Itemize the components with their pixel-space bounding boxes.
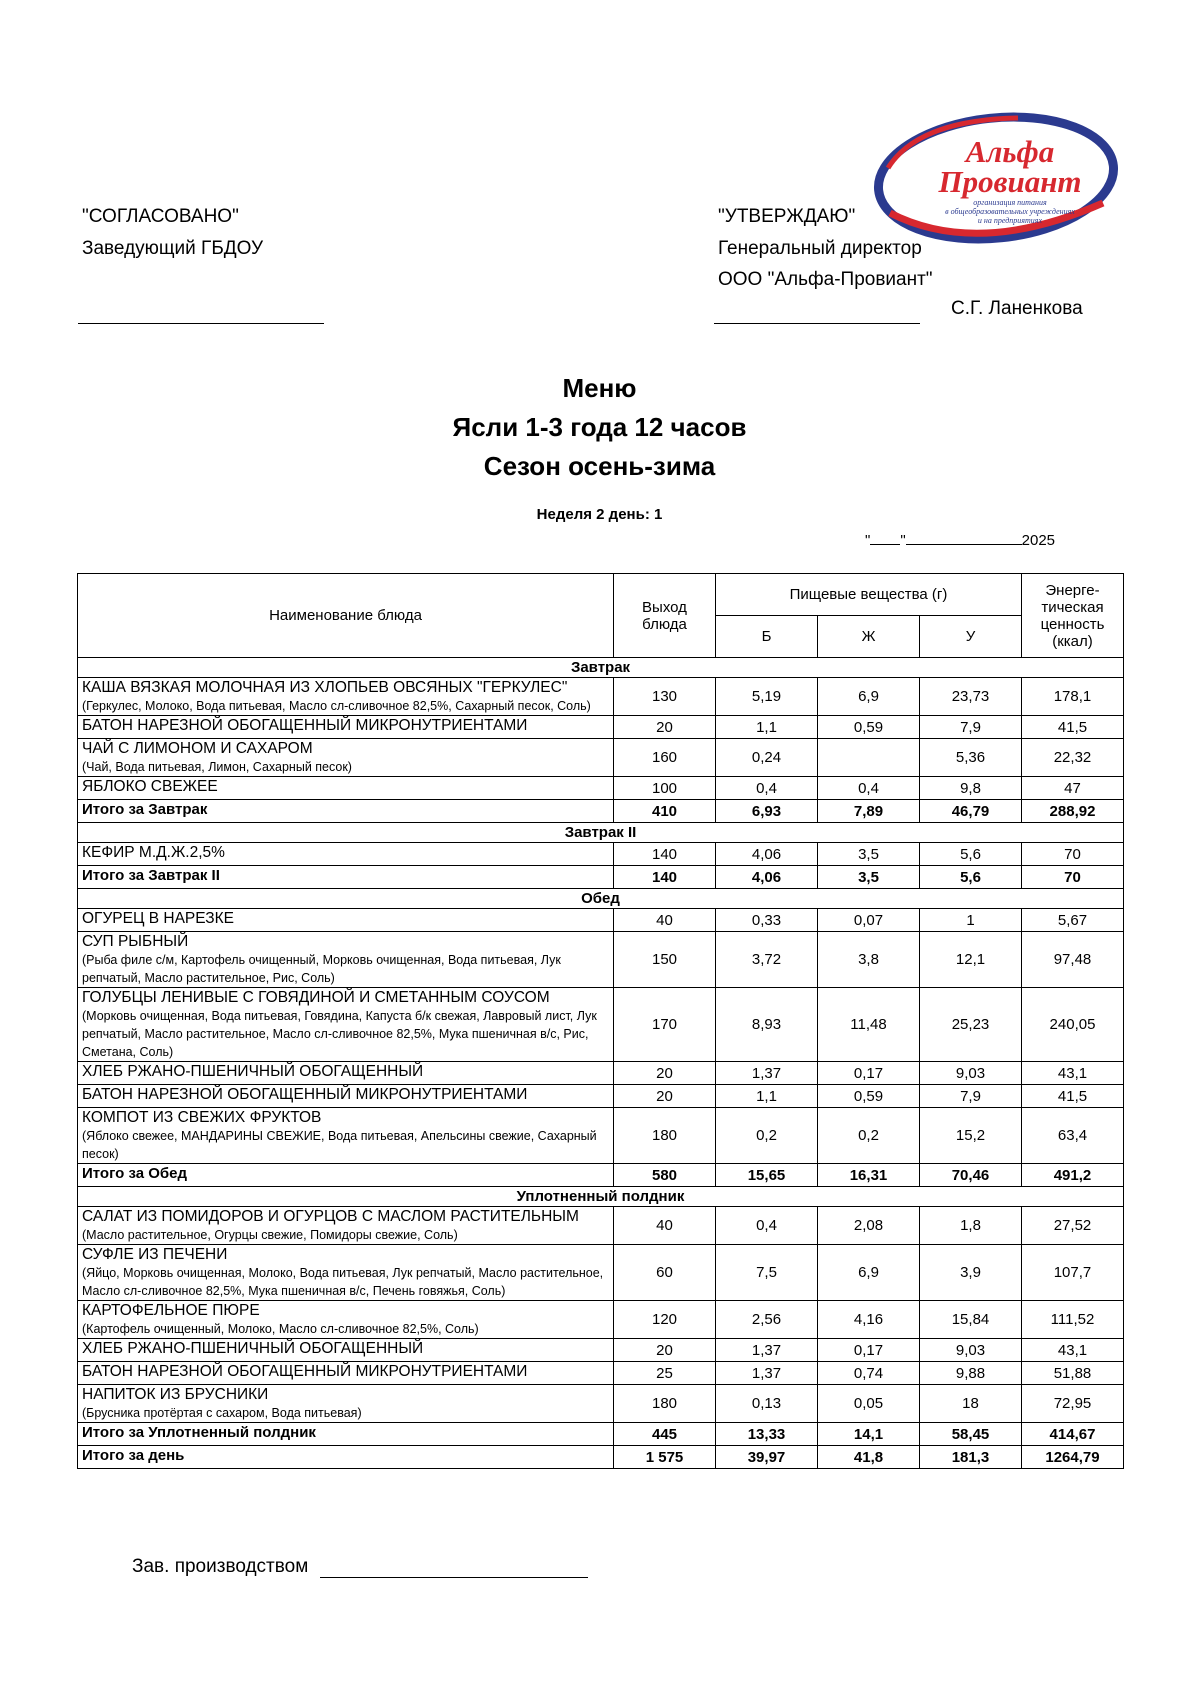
dish-cell bbox=[78, 1085, 614, 1108]
dish-output: 20 bbox=[614, 1339, 716, 1362]
dish-row bbox=[78, 1301, 1124, 1339]
dish-u: 9,03 bbox=[920, 1339, 1022, 1362]
dish-b: 1,1 bbox=[716, 716, 818, 739]
section-total-row bbox=[78, 1164, 1124, 1187]
agreed-signature-line bbox=[78, 323, 324, 324]
agreed-position: Заведующий ГБДОУ bbox=[82, 238, 264, 259]
dish-name: КАРТОФЕЛЬНОЕ ПЮРЕ bbox=[82, 1302, 260, 1319]
dish-cell bbox=[78, 1245, 614, 1301]
dish-name: КОМПОТ ИЗ СВЕЖИХ ФРУКТОВ bbox=[82, 1109, 322, 1126]
dish-name: БАТОН НАРЕЗНОЙ ОБОГАЩЕННЫЙ МИКРОНУТРИЕНТАМИ bbox=[82, 1086, 528, 1103]
dish-ingredients: (Яйцо, Морковь очищенная, Молоко, Вода питьевая, Лук репчатый, Масло растительное, Масло сл-сливочное 82,5%, Мука пшеничная в/с, Печень говяжья, Соль) bbox=[82, 1266, 604, 1298]
date-quote-open: " bbox=[865, 532, 871, 549]
dish-kcal: 5,67 bbox=[1022, 909, 1124, 932]
section-title: Обед bbox=[78, 889, 1124, 909]
dish-u: 3,9 bbox=[920, 1245, 1022, 1301]
total-kcal: 70 bbox=[1022, 866, 1124, 889]
section-total-row bbox=[78, 1423, 1124, 1446]
dish-row bbox=[78, 716, 1124, 739]
dish-output: 140 bbox=[614, 843, 716, 866]
dish-name: СУФЛЕ ИЗ ПЕЧЕНИ bbox=[82, 1246, 228, 1263]
dish-kcal: 47 bbox=[1022, 777, 1124, 800]
date-month-blank bbox=[906, 531, 1022, 545]
dish-ingredients: (Морковь очищенная, Вода питьевая, Говядина, Капуста б/к свежая, Лавровый лист, Лук репчатый, Масло растительное, Масло сл-сливочное 82,5%, Мука пшеничная в/с, Рис, Сметана, Соль) bbox=[82, 1009, 597, 1059]
total-b: 15,65 bbox=[716, 1164, 818, 1187]
dish-zh: 0,74 bbox=[818, 1362, 920, 1385]
dish-zh: 2,08 bbox=[818, 1207, 920, 1245]
section-total-row bbox=[78, 866, 1124, 889]
total-b: 13,33 bbox=[716, 1423, 818, 1446]
dish-u: 5,36 bbox=[920, 739, 1022, 777]
dish-u: 7,9 bbox=[920, 1085, 1022, 1108]
dish-output: 170 bbox=[614, 988, 716, 1062]
dish-cell bbox=[78, 1062, 614, 1085]
footer-signature-line bbox=[320, 1559, 588, 1578]
day-total-output: 1 575 bbox=[614, 1446, 716, 1469]
day-total-zh: 41,8 bbox=[818, 1446, 920, 1469]
section-row bbox=[78, 889, 1124, 909]
total-output: 445 bbox=[614, 1423, 716, 1446]
dish-kcal: 41,5 bbox=[1022, 716, 1124, 739]
dish-b: 7,5 bbox=[716, 1245, 818, 1301]
date-quote-close: " bbox=[900, 532, 906, 549]
dish-cell bbox=[78, 1301, 614, 1339]
dish-row bbox=[78, 1207, 1124, 1245]
dish-u: 9,8 bbox=[920, 777, 1022, 800]
dish-name: НАПИТОК ИЗ БРУСНИКИ bbox=[82, 1386, 269, 1403]
dish-name: ОГУРЕЦ В НАРЕЗКЕ bbox=[82, 910, 234, 927]
approve-signer: С.Г. Ланенкова bbox=[951, 298, 1083, 319]
logo-sub3: и на предприятиях bbox=[977, 216, 1043, 225]
dish-output: 180 bbox=[614, 1385, 716, 1423]
dish-row bbox=[78, 1085, 1124, 1108]
dish-cell bbox=[78, 909, 614, 932]
date-year: 2025 bbox=[1021, 532, 1056, 549]
total-label: Итого за Уплотненный полдник bbox=[78, 1423, 614, 1446]
dish-kcal: 43,1 bbox=[1022, 1062, 1124, 1085]
dish-kcal: 72,95 bbox=[1022, 1385, 1124, 1423]
total-output: 140 bbox=[614, 866, 716, 889]
dish-name: САЛАТ ИЗ ПОМИДОРОВ И ОГУРЦОВ С МАСЛОМ РАСТИТЕЛЬНЫМ bbox=[82, 1208, 579, 1225]
dish-kcal: 27,52 bbox=[1022, 1207, 1124, 1245]
dish-cell bbox=[78, 843, 614, 866]
day-total-kcal: 1264,79 bbox=[1022, 1446, 1124, 1469]
dish-b: 1,37 bbox=[716, 1062, 818, 1085]
total-zh: 7,89 bbox=[818, 800, 920, 823]
total-b: 4,06 bbox=[716, 866, 818, 889]
dish-kcal: 240,05 bbox=[1022, 988, 1124, 1062]
dish-row bbox=[78, 1339, 1124, 1362]
dish-output: 160 bbox=[614, 739, 716, 777]
dish-ingredients: (Картофель очищенный, Молоко, Масло сл-сливочное 82,5%, Соль) bbox=[82, 1322, 479, 1336]
dish-output: 150 bbox=[614, 932, 716, 988]
dish-b: 0,4 bbox=[716, 777, 818, 800]
total-output: 410 bbox=[614, 800, 716, 823]
dish-ingredients: (Рыба филе с/м, Картофель очищенный, Морковь очищенная, Вода питьевая, Лук репчатый, Масло растительное, Рис, Соль) bbox=[82, 953, 561, 985]
header-energy: Энерге- тическая ценность (ккал) bbox=[1022, 574, 1124, 658]
day-total-row bbox=[78, 1446, 1124, 1469]
dish-cell bbox=[78, 1108, 614, 1164]
approve-title: "УТВЕРЖДАЮ" bbox=[718, 206, 856, 227]
dish-zh: 6,9 bbox=[818, 678, 920, 716]
dish-output: 20 bbox=[614, 1062, 716, 1085]
week-day-label: Неделя 2 день: 1 bbox=[536, 506, 663, 523]
dish-b: 4,06 bbox=[716, 843, 818, 866]
dish-kcal: 43,1 bbox=[1022, 1339, 1124, 1362]
dish-output: 130 bbox=[614, 678, 716, 716]
total-kcal: 491,2 bbox=[1022, 1164, 1124, 1187]
dish-zh: 3,5 bbox=[818, 843, 920, 866]
total-label: Итого за Завтрак II bbox=[78, 866, 614, 889]
dish-b: 0,33 bbox=[716, 909, 818, 932]
header-output: Выход блюда bbox=[614, 574, 716, 658]
dish-name: БАТОН НАРЕЗНОЙ ОБОГАЩЕННЫЙ МИКРОНУТРИЕНТАМИ bbox=[82, 717, 528, 734]
dish-kcal: 70 bbox=[1022, 843, 1124, 866]
page-subtitle-season: Сезон осень-зима bbox=[483, 451, 716, 481]
dish-u: 25,23 bbox=[920, 988, 1022, 1062]
dish-cell bbox=[78, 739, 614, 777]
dish-u: 15,84 bbox=[920, 1301, 1022, 1339]
dish-cell bbox=[78, 1207, 614, 1245]
header-nutrients: Пищевые вещества (г) bbox=[716, 574, 1022, 616]
dish-name: СУП РЫБНЫЙ bbox=[82, 933, 189, 950]
dish-b: 5,19 bbox=[716, 678, 818, 716]
logo-sub2: в общеобразовательных учреждениях bbox=[945, 207, 1075, 216]
total-zh: 3,5 bbox=[818, 866, 920, 889]
dish-zh: 4,16 bbox=[818, 1301, 920, 1339]
dish-ingredients: (Масло растительное, Огурцы свежие, Помидоры свежие, Соль) bbox=[82, 1228, 458, 1242]
total-zh: 14,1 bbox=[818, 1423, 920, 1446]
section-row bbox=[78, 1187, 1124, 1207]
header-dish-name: Наименование блюда bbox=[78, 574, 614, 658]
total-label: Итого за Завтрак bbox=[78, 800, 614, 823]
dish-name: ХЛЕБ РЖАНО-ПШЕНИЧНЫЙ ОБОГАЩЕННЫЙ bbox=[82, 1063, 424, 1080]
approve-org: ООО "Альфа-Провиант" bbox=[718, 269, 933, 290]
section-total-row bbox=[78, 800, 1124, 823]
footer-signature bbox=[132, 1556, 588, 1578]
dish-kcal: 22,32 bbox=[1022, 739, 1124, 777]
dish-b: 0,13 bbox=[716, 1385, 818, 1423]
day-total-label: Итого за день bbox=[78, 1446, 614, 1469]
dish-ingredients: (Яблоко свежее, МАНДАРИНЫ СВЕЖИЕ, Вода питьевая, Апельсины свежие, Сахарный песок) bbox=[82, 1129, 597, 1161]
dish-row bbox=[78, 1362, 1124, 1385]
logo-line1: Альфа bbox=[965, 134, 1055, 169]
dish-row bbox=[78, 988, 1124, 1062]
dish-row bbox=[78, 932, 1124, 988]
menu-table bbox=[77, 573, 1124, 1469]
page-title: Меню bbox=[562, 373, 637, 403]
section-title: Завтрак bbox=[78, 658, 1124, 678]
dish-u: 5,6 bbox=[920, 843, 1022, 866]
dish-kcal: 63,4 bbox=[1022, 1108, 1124, 1164]
dish-u: 9,88 bbox=[920, 1362, 1022, 1385]
dish-ingredients: (Геркулес, Молоко, Вода питьевая, Масло сл-сливочное 82,5%, Сахарный песок, Соль) bbox=[82, 699, 591, 713]
dish-row bbox=[78, 1062, 1124, 1085]
dish-output: 25 bbox=[614, 1362, 716, 1385]
dish-u: 18 bbox=[920, 1385, 1022, 1423]
dish-row bbox=[78, 1385, 1124, 1423]
total-u: 5,6 bbox=[920, 866, 1022, 889]
total-kcal: 414,67 bbox=[1022, 1423, 1124, 1446]
dish-cell bbox=[78, 988, 614, 1062]
dish-name: КЕФИР М.Д.Ж.2,5% bbox=[82, 844, 225, 861]
dish-ingredients: (Брусника протёртая с сахаром, Вода питьевая) bbox=[82, 1406, 362, 1420]
total-label: Итого за Обед bbox=[78, 1164, 614, 1187]
dish-b: 0,2 bbox=[716, 1108, 818, 1164]
dish-zh: 6,9 bbox=[818, 1245, 920, 1301]
dish-output: 40 bbox=[614, 1207, 716, 1245]
logo-sub1: организация питания bbox=[973, 198, 1047, 207]
dish-cell bbox=[78, 1385, 614, 1423]
dish-row bbox=[78, 1245, 1124, 1301]
dish-cell bbox=[78, 716, 614, 739]
dish-zh: 0,59 bbox=[818, 716, 920, 739]
dish-output: 100 bbox=[614, 777, 716, 800]
dish-output: 180 bbox=[614, 1108, 716, 1164]
dish-kcal: 178,1 bbox=[1022, 678, 1124, 716]
dish-b: 1,37 bbox=[716, 1362, 818, 1385]
dish-zh: 11,48 bbox=[818, 988, 920, 1062]
total-zh: 16,31 bbox=[818, 1164, 920, 1187]
dish-b: 0,24 bbox=[716, 739, 818, 777]
dish-zh: 0,05 bbox=[818, 1385, 920, 1423]
section-title: Уплотненный полдник bbox=[78, 1187, 1124, 1207]
approve-signature-line bbox=[714, 323, 920, 324]
dish-zh: 0,4 bbox=[818, 777, 920, 800]
day-total-b: 39,97 bbox=[716, 1446, 818, 1469]
dish-row bbox=[78, 909, 1124, 932]
header-fat: Ж bbox=[818, 616, 920, 658]
dish-zh: 0,59 bbox=[818, 1085, 920, 1108]
dish-row bbox=[78, 777, 1124, 800]
total-kcal: 288,92 bbox=[1022, 800, 1124, 823]
dish-kcal: 97,48 bbox=[1022, 932, 1124, 988]
dish-row bbox=[78, 1108, 1124, 1164]
dish-output: 20 bbox=[614, 1085, 716, 1108]
dish-cell bbox=[78, 1339, 614, 1362]
dish-b: 2,56 bbox=[716, 1301, 818, 1339]
dish-b: 8,93 bbox=[716, 988, 818, 1062]
dish-zh: 0,2 bbox=[818, 1108, 920, 1164]
section-row bbox=[78, 823, 1124, 843]
dish-u: 1 bbox=[920, 909, 1022, 932]
dish-zh: 0,07 bbox=[818, 909, 920, 932]
dish-b: 0,4 bbox=[716, 1207, 818, 1245]
logo-line2: Провиант bbox=[938, 164, 1082, 199]
dish-cell bbox=[78, 777, 614, 800]
dish-kcal: 107,7 bbox=[1022, 1245, 1124, 1301]
dish-b: 1,37 bbox=[716, 1339, 818, 1362]
header-protein: Б bbox=[716, 616, 818, 658]
approve-position: Генеральный директор bbox=[718, 238, 922, 259]
dish-cell bbox=[78, 678, 614, 716]
dish-b: 3,72 bbox=[716, 932, 818, 988]
company-logo bbox=[858, 108, 1123, 253]
dish-row bbox=[78, 678, 1124, 716]
date-line bbox=[865, 531, 1055, 549]
dish-kcal: 41,5 bbox=[1022, 1085, 1124, 1108]
dish-zh: 0,17 bbox=[818, 1062, 920, 1085]
total-u: 46,79 bbox=[920, 800, 1022, 823]
header-carbs: У bbox=[920, 616, 1022, 658]
total-u: 58,45 bbox=[920, 1423, 1022, 1446]
total-u: 70,46 bbox=[920, 1164, 1022, 1187]
dish-zh: 3,8 bbox=[818, 932, 920, 988]
day-total-u: 181,3 bbox=[920, 1446, 1022, 1469]
dish-u: 7,9 bbox=[920, 716, 1022, 739]
dish-u: 9,03 bbox=[920, 1062, 1022, 1085]
dish-kcal: 111,52 bbox=[1022, 1301, 1124, 1339]
section-title: Завтрак II bbox=[78, 823, 1124, 843]
dish-cell bbox=[78, 1362, 614, 1385]
dish-row bbox=[78, 843, 1124, 866]
dish-name: БАТОН НАРЕЗНОЙ ОБОГАЩЕННЫЙ МИКРОНУТРИЕНТАМИ bbox=[82, 1363, 528, 1380]
dish-name: ХЛЕБ РЖАНО-ПШЕНИЧНЫЙ ОБОГАЩЕННЫЙ bbox=[82, 1340, 424, 1357]
dish-name: ЯБЛОКО СВЕЖЕЕ bbox=[82, 778, 218, 795]
date-day-blank bbox=[870, 531, 900, 545]
dish-output: 40 bbox=[614, 909, 716, 932]
dish-u: 12,1 bbox=[920, 932, 1022, 988]
dish-name: ГОЛУБЦЫ ЛЕНИВЫЕ С ГОВЯДИНОЙ И СМЕТАННЫМ СОУСОМ bbox=[82, 989, 550, 1006]
dish-output: 60 bbox=[614, 1245, 716, 1301]
dish-name: ЧАЙ С ЛИМОНОМ И САХАРОМ bbox=[82, 740, 313, 757]
dish-row bbox=[78, 739, 1124, 777]
section-row bbox=[78, 658, 1124, 678]
dish-kcal: 51,88 bbox=[1022, 1362, 1124, 1385]
dish-zh bbox=[818, 739, 920, 777]
agreed-title: "СОГЛАСОВАНО" bbox=[82, 206, 239, 227]
total-b: 6,93 bbox=[716, 800, 818, 823]
dish-cell bbox=[78, 932, 614, 988]
total-output: 580 bbox=[614, 1164, 716, 1187]
dish-name: КАША ВЯЗКАЯ МОЛОЧНАЯ ИЗ ХЛОПЬЕВ ОВСЯНЫХ "ГЕРКУЛЕС" bbox=[82, 679, 568, 696]
dish-ingredients: (Чай, Вода питьевая, Лимон, Сахарный песок) bbox=[82, 760, 352, 774]
dish-u: 1,8 bbox=[920, 1207, 1022, 1245]
page-subtitle-group: Ясли 1-3 года 12 часов bbox=[452, 412, 747, 442]
dish-output: 120 bbox=[614, 1301, 716, 1339]
dish-b: 1,1 bbox=[716, 1085, 818, 1108]
dish-u: 23,73 bbox=[920, 678, 1022, 716]
dish-u: 15,2 bbox=[920, 1108, 1022, 1164]
dish-zh: 0,17 bbox=[818, 1339, 920, 1362]
footer-label: Зав. производством bbox=[132, 1556, 309, 1577]
dish-output: 20 bbox=[614, 716, 716, 739]
